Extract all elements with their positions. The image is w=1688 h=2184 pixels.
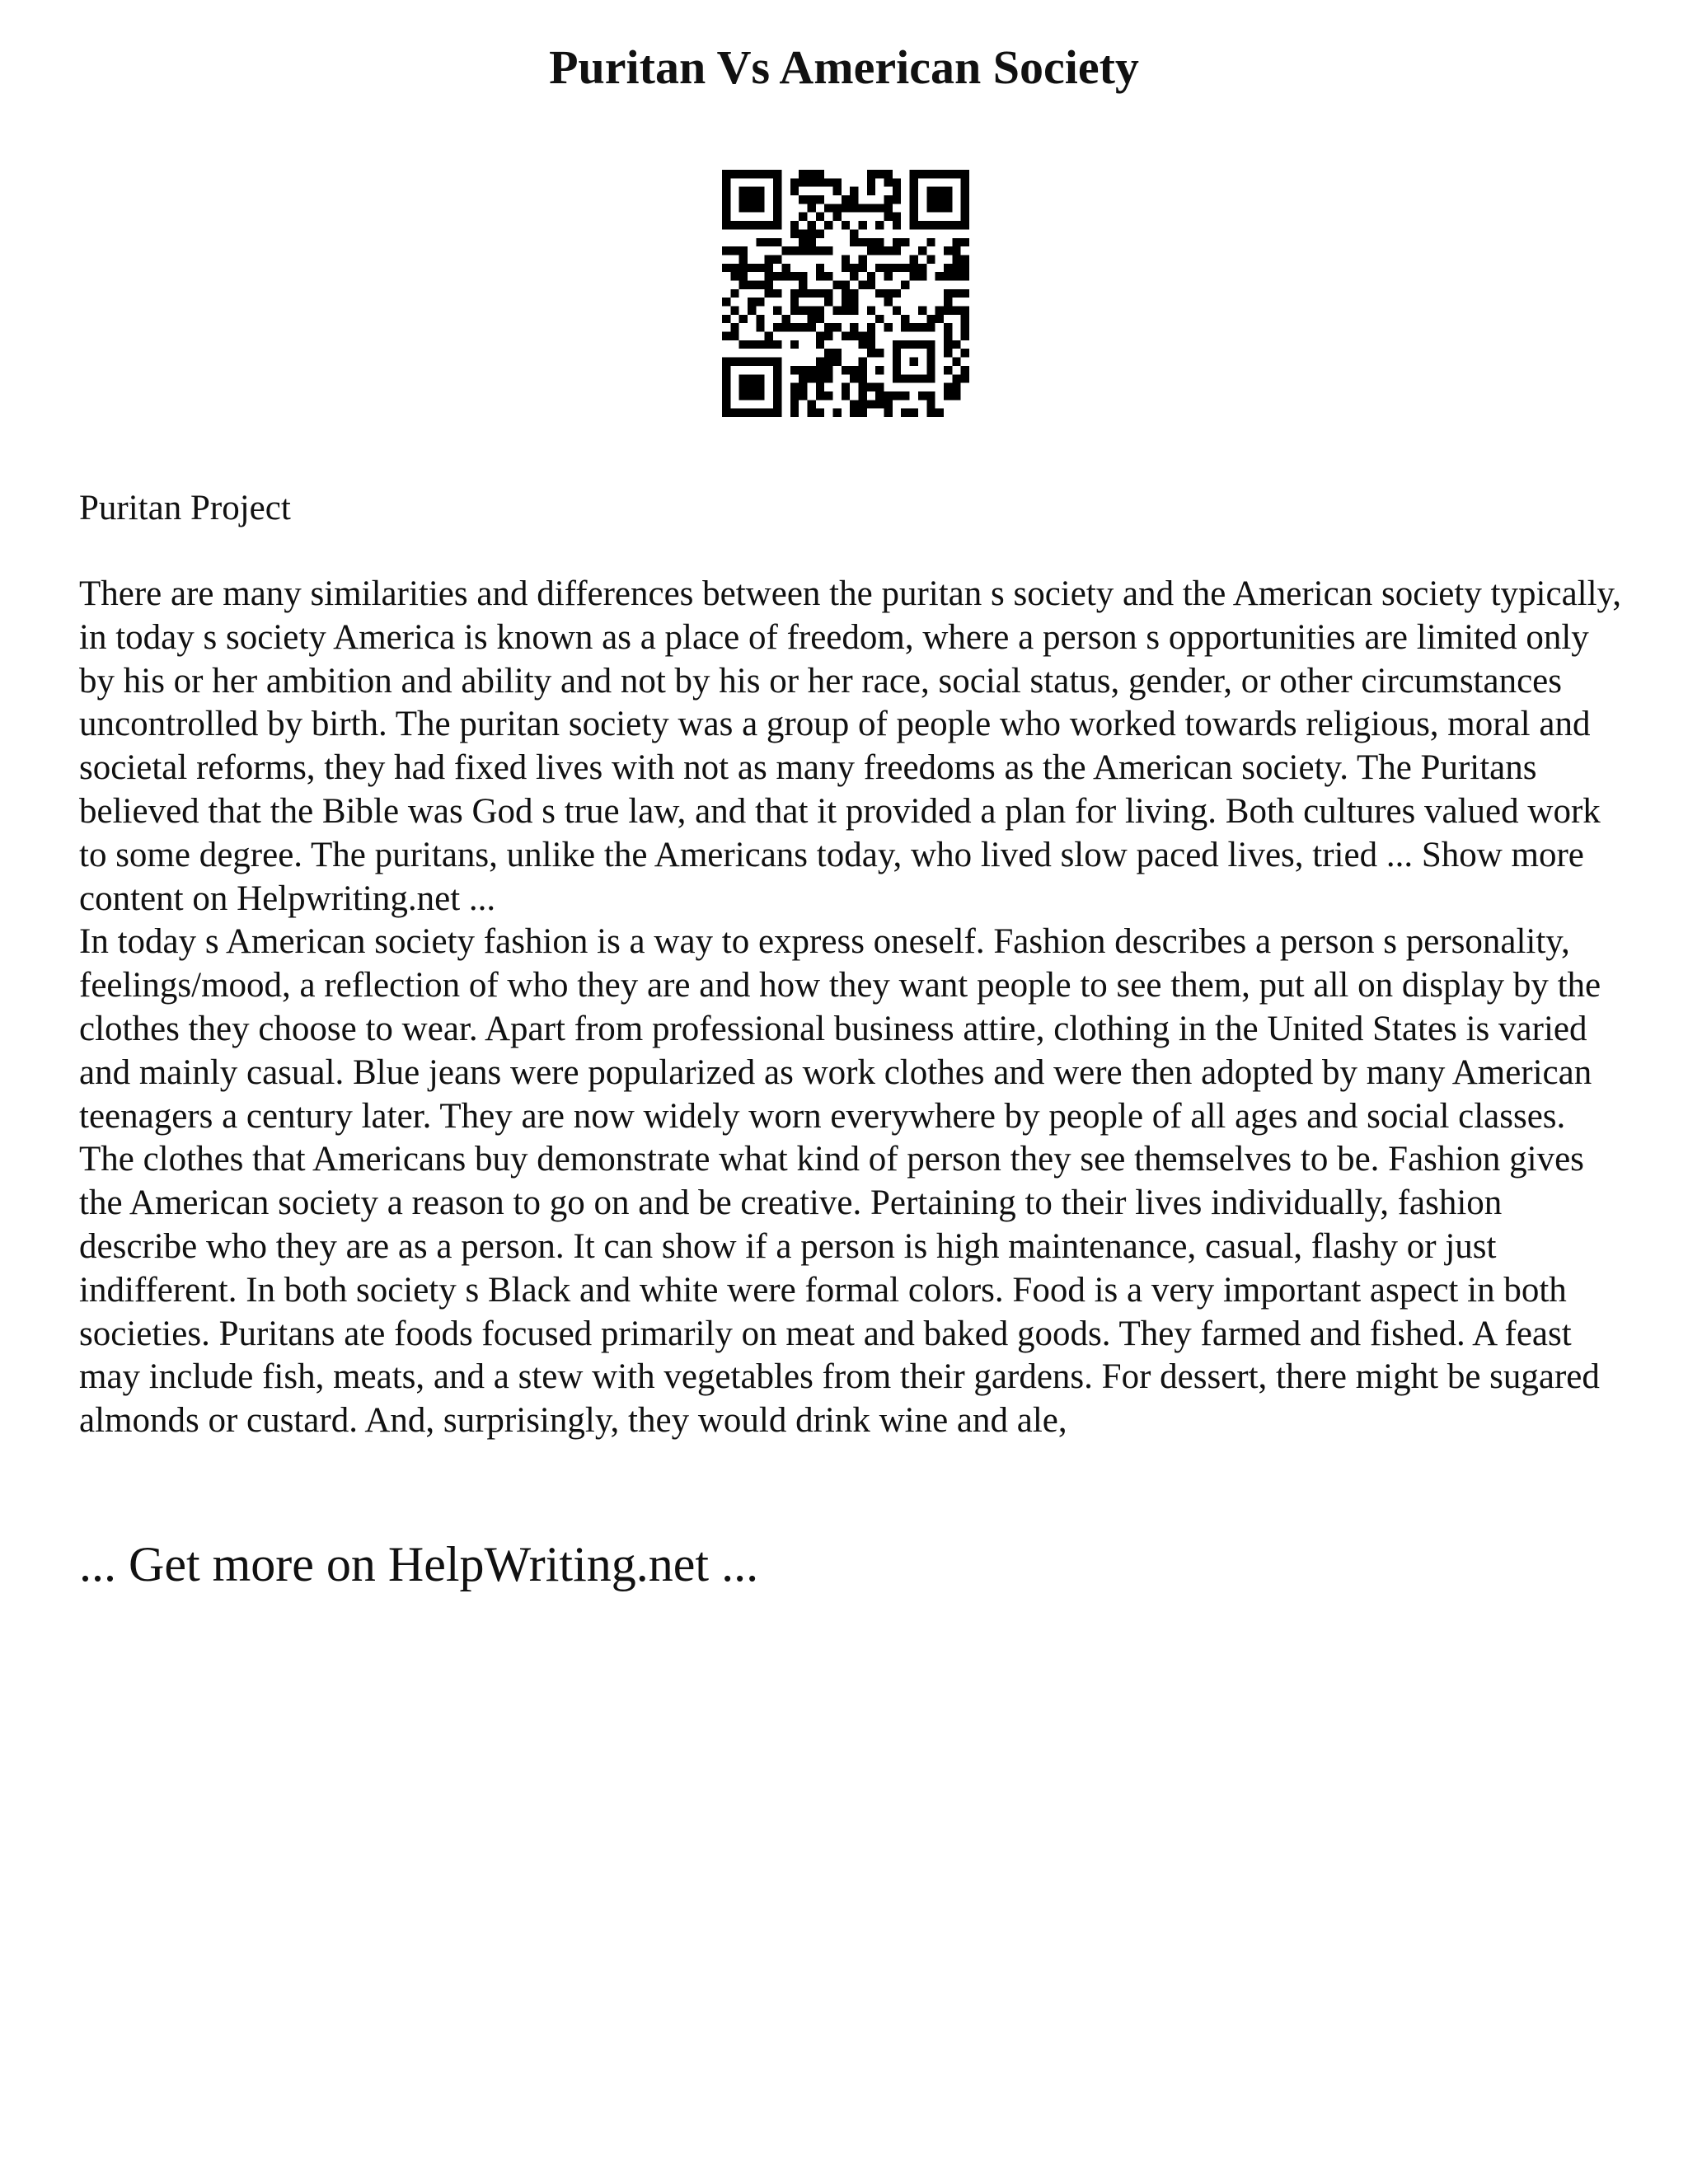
get-more-link[interactable]: ... Get more on HelpWriting.net ... [79,1537,759,1591]
page-title: Puritan Vs American Society [549,40,1139,94]
qr-code-icon [722,170,969,417]
article-body [79,573,1629,1443]
paragraph: There are many similarities and differences between the puritan s society and the American society typically, in today s society America is known as a place of freedom, where a person s opportunities are limited only by his or her ambition and ability and not by his or her race, social status, gender, or other circumstances uncontrolled by birth. The puritan society was a group of people who worked towards religious, moral and societal reforms, they had fixed lives with not as many freedoms as the American society. The Puritans believed that the Bible was God s true law, and that it provided a plan for living. Both cultures valued work to some degree. The puritans, unlike the Americans today, who lived slow paced lives, tried ... Show more content on Helpwriting.net ... [79,574,1622,918]
project-label: Puritan Project [79,489,291,527]
paragraph: In today s American society fashion is a way to express oneself. Fashion describes a person s personality, feelings/mood, a reflection of who they are and how they want people to see them, put all on display by the clothes they choose to wear. Apart from professional business attire, clothing in the United States is varied and mainly casual. Blue jeans were popularized as work clothes and were then adopted by many American teenagers a century later. They are now widely worn everywhere by people of all ages and social classes. The clothes that Americans buy demonstrate what kind of person they see themselves to be. Fashion gives the American society a reason to go on and be creative. Pertaining to their lives individually, fashion describe who they are as a person. It can show if a person is high maintenance, casual, flashy or just indifferent. In both society s Black and white were formal colors. Food is a very important aspect in both societies. Puritans ate foods focused primarily on meat and baked goods. They farmed and fished. A feast may include fish, meats, and a stew with vegetables from their gardens. For dessert, there might be sugared almonds or custard. And, surprisingly, they would drink wine and ale, [79,922,1601,1441]
